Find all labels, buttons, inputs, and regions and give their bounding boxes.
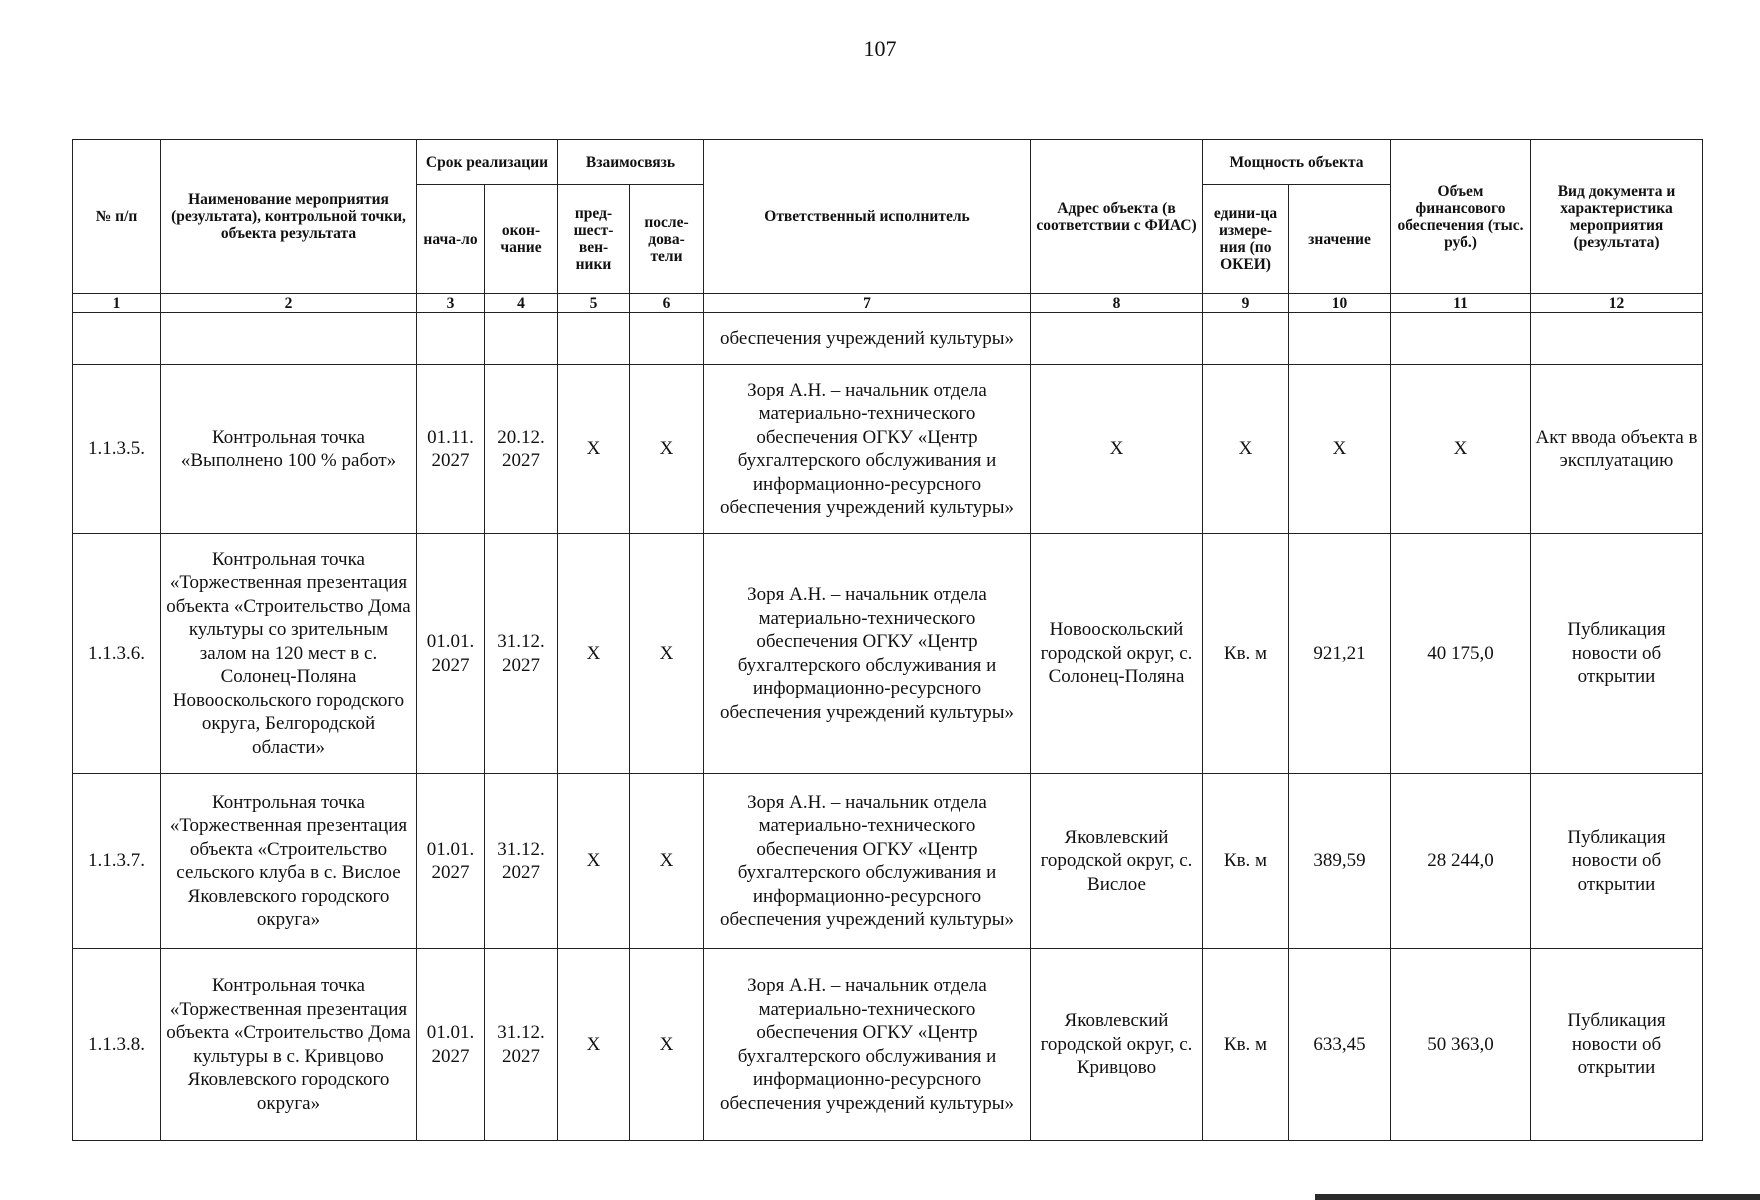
row-finance: 50 363,0 xyxy=(1391,949,1531,1141)
header-period-end: окон-чание xyxy=(485,185,558,294)
row-num: 1.1.3.5. xyxy=(73,365,161,534)
row-unit: Кв. м xyxy=(1203,534,1289,774)
header-executor: Ответственный исполнитель xyxy=(704,140,1031,294)
column-number: 8 xyxy=(1031,294,1203,313)
table-row xyxy=(73,534,1703,774)
row-start: 01.01. 2027 xyxy=(417,534,485,774)
column-numbers-row xyxy=(73,294,1703,313)
row-num: 1.1.3.6. xyxy=(73,534,161,774)
continuation-executor: обеспечения учреждений культуры» xyxy=(704,313,1031,365)
row-end: 31.12. 2027 xyxy=(485,949,558,1141)
row-name: Контрольная точка «Выполнено 100 % работ» xyxy=(161,365,417,534)
row-finance: 40 175,0 xyxy=(1391,534,1531,774)
row-unit: X xyxy=(1203,365,1289,534)
row-predecessor: X xyxy=(558,949,630,1141)
row-unit: Кв. м xyxy=(1203,774,1289,949)
column-number: 5 xyxy=(558,294,630,313)
row-name: Контрольная точка «Торжественная презентация объекта «Строительство Дома культуры в с. Кривцово Яковлевского городского округа» xyxy=(161,949,417,1141)
page-number: 107 xyxy=(863,36,897,61)
row-value: 633,45 xyxy=(1289,949,1391,1141)
column-number: 11 xyxy=(1391,294,1531,313)
row-executor: Зоря А.Н. – начальник отдела материально-технического обеспечения ОГКУ «Центр бухгалтерского обслуживания и информационно-ресурсного обеспечения учреждений культуры» xyxy=(704,774,1031,949)
header-relation: Взаимосвязь xyxy=(558,140,704,185)
column-number: 12 xyxy=(1531,294,1703,313)
row-address: X xyxy=(1031,365,1203,534)
column-number: 3 xyxy=(417,294,485,313)
row-predecessor: X xyxy=(558,365,630,534)
row-successor: X xyxy=(630,365,704,534)
header-num: № п/п xyxy=(73,140,161,294)
scan-edge-line xyxy=(1315,1194,1760,1200)
row-unit: Кв. м xyxy=(1203,949,1289,1141)
row-address: Яковлевский городской округ, с. Кривцово xyxy=(1031,949,1203,1141)
header-doc-type: Вид документа и характеристика мероприятия (результата) xyxy=(1531,140,1703,294)
row-executor: Зоря А.Н. – начальник отдела материально-технического обеспечения ОГКУ «Центр бухгалтерского обслуживания и информационно-ресурсного обеспечения учреждений культуры» xyxy=(704,365,1031,534)
row-name: Контрольная точка «Торжественная презентация объекта «Строительство Дома культуры со зрительным залом на 120 мест в с. Солонец-Поляна Новооскольского городского округа, Белгородской области» xyxy=(161,534,417,774)
column-number: 1 xyxy=(73,294,161,313)
header-unit: едини-ца измере-ния (по ОКЕИ) xyxy=(1203,185,1289,294)
row-predecessor: X xyxy=(558,774,630,949)
column-number: 4 xyxy=(485,294,558,313)
row-start: 01.01. 2027 xyxy=(417,774,485,949)
row-finance: X xyxy=(1391,365,1531,534)
row-doc-type: Публикация новости об открытии xyxy=(1531,774,1703,949)
events-table xyxy=(72,139,1703,1141)
row-value: 921,21 xyxy=(1289,534,1391,774)
row-num: 1.1.3.8. xyxy=(73,949,161,1141)
header-address: Адрес объекта (в соответствии с ФИАС) xyxy=(1031,140,1203,294)
row-successor: X xyxy=(630,774,704,949)
row-num: 1.1.3.7. xyxy=(73,774,161,949)
table-row xyxy=(73,365,1703,534)
row-successor: X xyxy=(630,949,704,1141)
row-address: Яковлевский городской округ, с. Вислое xyxy=(1031,774,1203,949)
row-doc-type: Публикация новости об открытии xyxy=(1531,534,1703,774)
column-number: 2 xyxy=(161,294,417,313)
row-start: 01.11. 2027 xyxy=(417,365,485,534)
row-predecessor: X xyxy=(558,534,630,774)
continuation-row xyxy=(73,313,1703,365)
row-doc-type: Акт ввода объекта в эксплуатацию xyxy=(1531,365,1703,534)
header-name: Наименование мероприятия (результата), контрольной точки, объекта результата xyxy=(161,140,417,294)
table-row xyxy=(73,949,1703,1141)
row-end: 20.12. 2027 xyxy=(485,365,558,534)
header-finance: Объем финансового обеспечения (тыс. руб.) xyxy=(1391,140,1531,294)
column-number: 9 xyxy=(1203,294,1289,313)
row-doc-type: Публикация новости об открытии xyxy=(1531,949,1703,1141)
column-number: 6 xyxy=(630,294,704,313)
header-period: Срок реализации xyxy=(417,140,558,185)
row-end: 31.12. 2027 xyxy=(485,774,558,949)
column-number: 7 xyxy=(704,294,1031,313)
column-number: 10 xyxy=(1289,294,1391,313)
header-capacity: Мощность объекта xyxy=(1203,140,1391,185)
row-end: 31.12. 2027 xyxy=(485,534,558,774)
row-value: X xyxy=(1289,365,1391,534)
row-value: 389,59 xyxy=(1289,774,1391,949)
header-successors: после-дова-тели xyxy=(630,185,704,294)
row-address: Новооскольский городской округ, с. Солонец-Поляна xyxy=(1031,534,1203,774)
row-start: 01.01. 2027 xyxy=(417,949,485,1141)
row-executor: Зоря А.Н. – начальник отдела материально-технического обеспечения ОГКУ «Центр бухгалтерского обслуживания и информационно-ресурсного обеспечения учреждений культуры» xyxy=(704,949,1031,1141)
row-name: Контрольная точка «Торжественная презентация объекта «Строительство сельского клуба в с. Вислое Яковлевского городского округа» xyxy=(161,774,417,949)
row-executor: Зоря А.Н. – начальник отдела материально-технического обеспечения ОГКУ «Центр бухгалтерского обслуживания и информационно-ресурсного обеспечения учреждений культуры» xyxy=(704,534,1031,774)
row-finance: 28 244,0 xyxy=(1391,774,1531,949)
header-period-start: нача-ло xyxy=(417,185,485,294)
row-successor: X xyxy=(630,534,704,774)
table-row xyxy=(73,774,1703,949)
header-predecessors: пред-шест-вен-ники xyxy=(558,185,630,294)
header-value: значение xyxy=(1289,185,1391,294)
header-row-1 xyxy=(73,140,1703,185)
